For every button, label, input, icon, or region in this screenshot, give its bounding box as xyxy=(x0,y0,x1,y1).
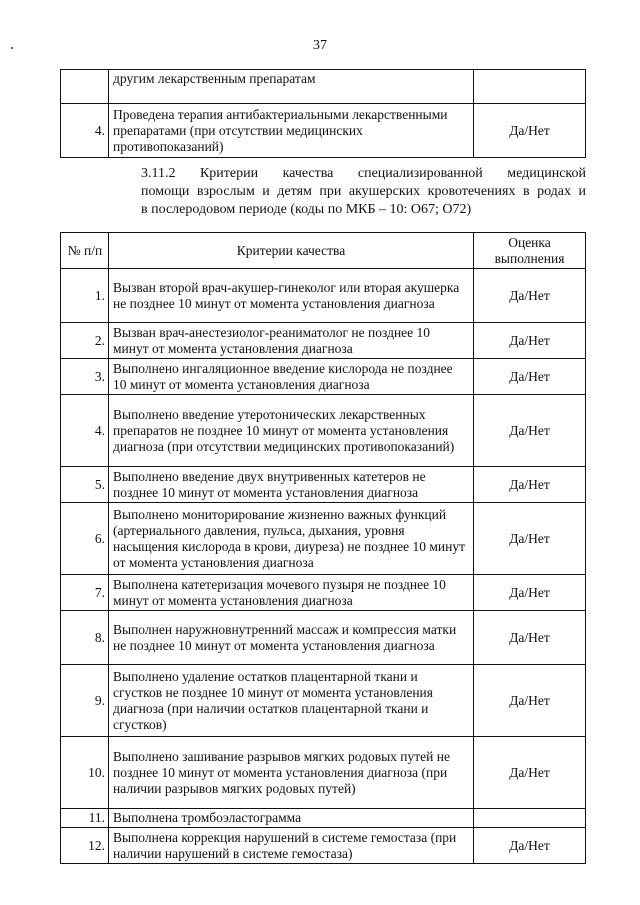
criterion-text: другим лекарственным препаратам xyxy=(109,70,474,104)
row-number: 6. xyxy=(61,503,109,575)
row-number: 3. xyxy=(61,359,109,395)
row-number: 1. xyxy=(61,269,109,323)
criterion-text: Вызван врач-анестезиолог-реаниматолог не позднее 10 минут от момента установления диагноза xyxy=(109,323,474,359)
row-number: 4. xyxy=(61,395,109,467)
row-number: 5. xyxy=(61,467,109,503)
table-row xyxy=(61,269,586,323)
table-row xyxy=(61,575,586,611)
row-number: 9. xyxy=(61,665,109,737)
criterion-text: Выполнена катетеризация мочевого пузыря не позднее 10 минут от момента установления диагноза xyxy=(109,575,474,611)
row-number: 11. xyxy=(61,809,109,828)
section-line: в послеродовом периоде (коды по МКБ – 10: O67; O72) xyxy=(141,202,472,217)
table-row xyxy=(61,467,586,503)
section-line: 3.11.2 Критерии качества специализированной медицинской xyxy=(141,166,586,181)
criterion-text: Проведена терапия антибактериальными лекарственными препаратами (при отсутствии медицинских противопоказаний) xyxy=(109,104,474,158)
section-line: помощи взрослым и детям при акушерских кровотечениях в родах и xyxy=(141,184,586,199)
criterion-text: Выполнено мониторирование жизненно важных функций (артериального давления, пульса, дыхания, уровня насыщения кислорода в крови, диуреза) не позднее 10 минут от момента установления диагноза xyxy=(109,503,474,575)
page-number: 37 xyxy=(313,38,327,53)
table-row xyxy=(61,323,586,359)
table-row xyxy=(61,503,586,575)
score-cell: Да/Нет xyxy=(474,467,586,503)
row-number: 12. xyxy=(61,828,109,864)
score-cell: Да/Нет xyxy=(474,737,586,809)
header-number: № п/п xyxy=(61,233,109,269)
score-cell xyxy=(474,70,586,104)
criterion-text: Выполнена тромбоэластограмма xyxy=(109,809,474,828)
row-number: 4. xyxy=(61,104,109,158)
section-heading xyxy=(141,165,586,219)
score-cell: Да/Нет xyxy=(474,359,586,395)
row-number: 8. xyxy=(61,611,109,665)
header-criteria: Критерии качества xyxy=(109,233,474,269)
table-header xyxy=(61,233,586,269)
criterion-text: Выполнена коррекция нарушений в системе гемостаза (при наличии нарушений в системе гемостаза) xyxy=(109,828,474,864)
criterion-text: Выполнено введение утеротонических лекарственных препаратов не позднее 10 минут от момента установления диагноза (при отсутствии медицинских противопоказаний) xyxy=(109,395,474,467)
header-score: Оценка выполнения xyxy=(474,233,586,269)
score-cell: Да/Нет xyxy=(474,503,586,575)
score-cell: Да/Нет xyxy=(474,575,586,611)
table-row xyxy=(61,395,586,467)
criterion-text: Вызван второй врач-акушер-гинеколог или вторая акушерка не позднее 10 минут от момента установления диагноза xyxy=(109,269,474,323)
table-row xyxy=(61,359,586,395)
criterion-text: Выполнено введение двух внутривенных катетеров не позднее 10 минут от момента установления диагноза xyxy=(109,467,474,503)
row-number: 7. xyxy=(61,575,109,611)
criterion-text: Выполнено удаление остатков плацентарной ткани и сгустков не позднее 10 минут от момента установления диагноза (при наличии остатков плацентарной ткани и сгустков) xyxy=(109,665,474,737)
score-cell xyxy=(474,809,586,828)
score-cell: Да/Нет xyxy=(474,611,586,665)
quality-criteria-table xyxy=(60,232,586,864)
table-row xyxy=(61,737,586,809)
table-row xyxy=(61,104,586,158)
score-cell: Да/Нет xyxy=(474,269,586,323)
criterion-text: Выполнено ингаляционное введение кислорода не позднее 10 минут от момента установления диагноза xyxy=(109,359,474,395)
table-continuation xyxy=(60,69,586,158)
criterion-text: Выполнено зашивание разрывов мягких родовых путей не позднее 10 минут от момента установления диагноза (при наличии разрывов мягких родовых путей) xyxy=(109,737,474,809)
table-row xyxy=(61,665,586,737)
row-number: 2. xyxy=(61,323,109,359)
score-cell: Да/Нет xyxy=(474,828,586,864)
score-cell: Да/Нет xyxy=(474,323,586,359)
row-number: 10. xyxy=(61,737,109,809)
table-row xyxy=(61,611,586,665)
table-row xyxy=(61,828,586,864)
table-row xyxy=(61,809,586,828)
table-row xyxy=(61,70,586,104)
criterion-text: Выполнен наружновнутренний массаж и компрессия матки не позднее 10 минут от момента установления диагноза xyxy=(109,611,474,665)
score-cell: Да/Нет xyxy=(474,665,586,737)
score-cell: Да/Нет xyxy=(474,104,586,158)
score-cell: Да/Нет xyxy=(474,395,586,467)
row-number xyxy=(61,70,109,104)
